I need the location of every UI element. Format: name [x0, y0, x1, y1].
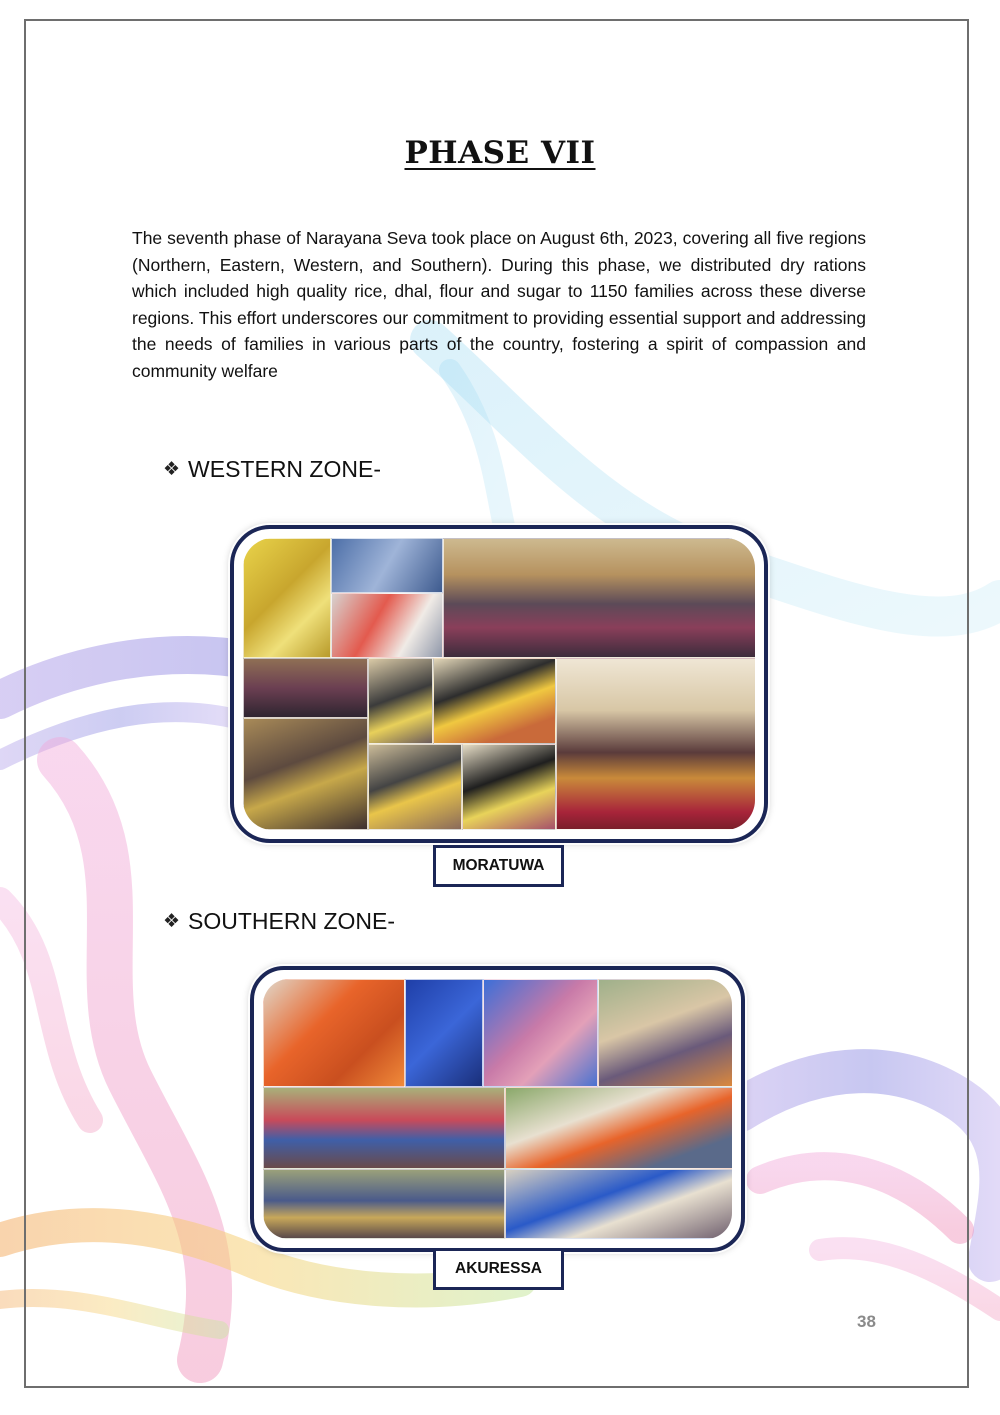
- western-zone-heading: [163, 456, 381, 483]
- southern-zone-photo-collage: [250, 966, 745, 1252]
- southern-zone-heading: [163, 908, 395, 935]
- photo-food-table: [598, 979, 732, 1087]
- photo-handover-2: [368, 658, 433, 744]
- southern-zone-label: SOUTHERN ZONE-: [188, 908, 396, 934]
- western-zone-photo-collage: [230, 525, 768, 843]
- intro-paragraph: The seventh phase of Narayana Seva took place on August 6th, 2023, covering all five regions (Northern, Eastern, Western, and Southern). During this phase, we distributed dry rations which included high quality rice, dhal, flour and sugar to 1150 families across these diverse regions. This effort underscores our commitment to providing essential support and addressing the needs of families in various parts of the country, fostering a spirit of compassion and community welfare: [132, 228, 866, 381]
- photo-handover-5: [462, 744, 556, 830]
- photo-crowd-group: [263, 1169, 505, 1239]
- photo-rice-bags: [243, 538, 331, 658]
- photo-crowd-seated: [263, 1087, 505, 1169]
- photo-blue-bags: [405, 979, 483, 1087]
- diamond-bullet-icon: ❖: [163, 459, 181, 480]
- moratuwa-caption: MORATUWA: [433, 845, 564, 887]
- photo-handover-4: [368, 744, 462, 830]
- photo-ration-packs: [331, 593, 443, 658]
- photo-distribution-line: [505, 1087, 732, 1169]
- photo-seated-crowd: [443, 538, 755, 658]
- photo-handover-1: [243, 718, 368, 830]
- page-title: PHASE VII: [404, 135, 596, 171]
- photo-handover: [505, 1169, 732, 1239]
- diamond-bullet-icon: ❖: [163, 911, 181, 932]
- photo-group-banner: [556, 658, 755, 830]
- photo-pink-bags: [483, 979, 598, 1087]
- western-zone-label: WESTERN ZONE-: [188, 456, 381, 482]
- photo-ration-packs-top: [331, 538, 443, 593]
- akuressa-caption: AKURESSA: [433, 1248, 564, 1290]
- page-number: 38: [857, 1312, 876, 1331]
- photo-handover-3: [433, 658, 556, 744]
- photo-orange-bags: [263, 979, 405, 1087]
- photo-audience-hall: [243, 658, 368, 718]
